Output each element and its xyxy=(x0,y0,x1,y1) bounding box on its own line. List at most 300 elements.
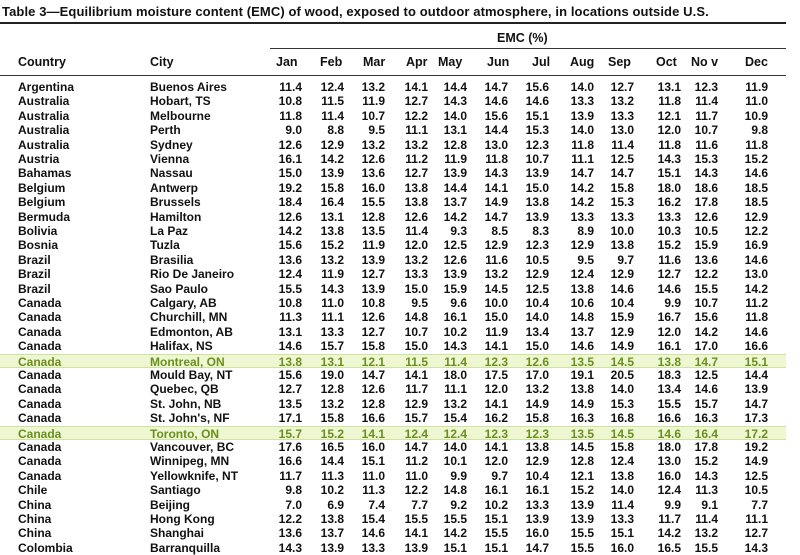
emc-value-cell: 15.5 xyxy=(694,281,718,296)
emc-value-cell: 10.0 xyxy=(610,224,634,238)
table-row xyxy=(0,195,786,209)
emc-value-cell: 18.4 xyxy=(278,195,302,210)
emc-value-cell: 13.8 xyxy=(320,224,344,238)
emc-value-cell: 11.4 xyxy=(444,354,467,369)
emc-value-cell: 14.7 xyxy=(744,396,768,411)
emc-value-cell: 15.5 xyxy=(570,540,594,555)
emc-value-cell: 14.3 xyxy=(443,94,467,109)
emc-value-cell: 12.2 xyxy=(694,267,718,282)
emc-value-cell: 14.7 xyxy=(610,166,634,181)
emc-value-cell: 10.5 xyxy=(525,252,549,267)
emc-value-cell: 9.5 xyxy=(577,252,594,267)
emc-value-cell: 14.9 xyxy=(484,195,508,210)
country-cell: Canada xyxy=(18,382,62,397)
emc-value-cell: 11.8 xyxy=(745,137,768,152)
emc-value-cell: 14.1 xyxy=(484,180,508,195)
emc-value-cell: 11.2 xyxy=(405,152,428,166)
emc-value-cell: 15.6 xyxy=(484,108,508,123)
emc-value-cell: 16.0 xyxy=(657,468,681,483)
header-rule xyxy=(0,75,786,76)
emc-value-cell: 11.1 xyxy=(321,310,344,325)
emc-value-cell: 12.6 xyxy=(278,137,302,152)
emc-value-cell: 12.5 xyxy=(443,238,467,253)
emc-value-cell: 19.2 xyxy=(278,180,302,195)
emc-value-cell: 13.1 xyxy=(320,209,344,224)
emc-value-cell: 13.2 xyxy=(320,252,344,267)
emc-value-cell: 14.3 xyxy=(657,152,681,166)
emc-value-cell: 15.0 xyxy=(484,310,508,325)
emc-value-cell: 11.8 xyxy=(571,137,594,152)
emc-value-cell: 13.9 xyxy=(570,108,594,123)
month-header: Apr xyxy=(406,55,428,69)
country-cell: Belgium xyxy=(18,195,66,210)
emc-value-cell: 12.4 xyxy=(404,426,428,441)
emc-value-cell: 8.5 xyxy=(491,224,508,238)
emc-value-cell: 14.2 xyxy=(443,526,467,541)
country-cell: Bosnia xyxy=(18,238,59,253)
emc-value-cell: 7.7 xyxy=(751,497,768,512)
emc-value-cell: 11.3 xyxy=(279,310,302,325)
emc-value-cell: 13.9 xyxy=(570,497,594,512)
emc-value-cell: 18.0 xyxy=(657,180,681,195)
emc-value-cell: 16.1 xyxy=(525,483,549,498)
table-row xyxy=(0,483,786,497)
emc-value-cell: 13.8 xyxy=(610,468,634,483)
emc-value-cell: 13.3 xyxy=(610,512,634,526)
emc-value-cell: 11.8 xyxy=(658,137,681,152)
emc-value-cell: 14.6 xyxy=(610,281,634,296)
emc-value-cell: 13.9 xyxy=(443,166,467,181)
emc-value-cell: 11.4 xyxy=(611,497,634,512)
city-cell: Shanghai xyxy=(150,526,205,541)
emc-value-cell: 15.5 xyxy=(361,195,385,210)
country-cell: Australia xyxy=(18,137,70,152)
country-cell: Australia xyxy=(18,108,70,123)
emc-value-cell: 16.6 xyxy=(657,411,681,426)
emc-value-cell: 12.8 xyxy=(570,454,594,469)
city-cell: Halifax, NS xyxy=(150,339,213,354)
emc-value-cell: 11.3 xyxy=(695,483,718,498)
emc-value-cell: 14.2 xyxy=(570,195,594,210)
emc-value-cell: 9.5 xyxy=(368,123,385,138)
table-row xyxy=(0,138,786,152)
emc-value-cell: 14.1 xyxy=(404,80,428,94)
emc-value-cell: 16.2 xyxy=(657,195,681,210)
emc-value-cell: 12.6 xyxy=(443,252,467,267)
emc-value-cell: 14.9 xyxy=(610,339,634,354)
emc-value-cell: 13.3 xyxy=(657,209,681,224)
emc-value-cell: 12.6 xyxy=(525,354,549,369)
emc-value-cell: 13.5 xyxy=(570,354,594,369)
emc-value-cell: 13.8 xyxy=(525,440,549,454)
emc-group-rule xyxy=(270,48,786,49)
table-row xyxy=(0,282,786,296)
city-cell: La Paz xyxy=(150,224,189,238)
emc-value-cell: 16.0 xyxy=(525,526,549,541)
emc-value-cell: 10.3 xyxy=(657,224,681,238)
emc-value-cell: 9.9 xyxy=(450,468,467,483)
title-rule xyxy=(0,22,786,24)
month-header: Sep xyxy=(608,55,631,69)
country-cell: Canada xyxy=(18,368,62,382)
country-cell: Argentina xyxy=(18,80,75,94)
emc-value-cell: 12.7 xyxy=(278,382,302,397)
emc-value-cell: 14.2 xyxy=(320,152,344,166)
emc-value-cell: 10.5 xyxy=(744,483,768,498)
emc-value-cell: 17.0 xyxy=(525,368,549,382)
emc-value-cell: 13.9 xyxy=(361,252,385,267)
city-cell: Barranquilla xyxy=(150,540,221,555)
country-cell: Chile xyxy=(18,483,48,498)
emc-value-cell: 10.8 xyxy=(361,296,385,310)
emc-value-cell: 16.0 xyxy=(361,180,385,195)
emc-value-cell: 14.9 xyxy=(744,454,768,469)
emc-value-cell: 8.9 xyxy=(577,224,594,238)
emc-value-cell: 13.9 xyxy=(525,512,549,526)
emc-value-cell: 11.0 xyxy=(321,296,344,310)
emc-value-cell: 12.9 xyxy=(570,238,594,253)
table-row xyxy=(0,123,786,137)
emc-value-cell: 14.1 xyxy=(484,440,508,454)
emc-value-cell: 11.5 xyxy=(405,354,428,369)
emc-value-cell: 14.4 xyxy=(484,123,508,138)
emc-value-cell: 14.4 xyxy=(443,80,467,94)
emc-value-cell: 13.8 xyxy=(657,354,681,369)
emc-value-cell: 18.6 xyxy=(694,180,718,195)
emc-value-cell: 13.3 xyxy=(610,108,634,123)
emc-value-cell: 16.8 xyxy=(610,411,634,426)
emc-value-cell: 12.3 xyxy=(525,137,549,152)
city-cell: Hobart, TS xyxy=(150,94,211,109)
table-row xyxy=(0,411,786,425)
emc-value-cell: 16.0 xyxy=(361,440,385,454)
emc-value-cell: 11.4 xyxy=(695,94,718,109)
emc-value-cell: 14.0 xyxy=(570,80,594,94)
country-cell: China xyxy=(18,512,52,526)
emc-value-cell: 15.7 xyxy=(404,411,428,426)
emc-value-cell: 15.2 xyxy=(320,426,344,441)
emc-value-cell: 15.3 xyxy=(525,123,549,138)
emc-value-cell: 13.9 xyxy=(320,166,344,181)
emc-value-cell: 14.3 xyxy=(484,166,508,181)
country-cell: China xyxy=(18,497,52,512)
emc-value-cell: 14.3 xyxy=(278,540,302,555)
emc-value-cell: 16.6 xyxy=(278,454,302,469)
emc-value-cell: 14.8 xyxy=(404,310,428,325)
emc-value-cell: 13.5 xyxy=(278,396,302,411)
table-row xyxy=(0,541,786,555)
emc-value-cell: 12.4 xyxy=(570,267,594,282)
city-cell: Perth xyxy=(150,123,181,138)
emc-value-cell: 14.6 xyxy=(525,94,549,109)
emc-value-cell: 13.2 xyxy=(694,526,718,541)
emc-value-cell: 9.8 xyxy=(285,483,302,498)
emc-value-cell: 14.0 xyxy=(443,108,467,123)
emc-value-cell: 13.6 xyxy=(278,252,302,267)
emc-value-cell: 11.4 xyxy=(405,224,428,238)
column-headers xyxy=(0,55,800,73)
city-cell: Churchill, MN xyxy=(150,310,228,325)
emc-value-cell: 15.9 xyxy=(610,310,634,325)
emc-value-cell: 11.7 xyxy=(658,512,681,526)
country-cell: Canada xyxy=(18,454,62,469)
emc-value-cell: 11.7 xyxy=(279,468,302,483)
emc-value-cell: 12.9 xyxy=(484,238,508,253)
emc-value-cell: 13.2 xyxy=(320,396,344,411)
emc-value-cell: 14.5 xyxy=(484,281,508,296)
emc-value-cell: 14.0 xyxy=(443,440,467,454)
city-cell: Nassau xyxy=(150,166,193,181)
emc-value-cell: 15.4 xyxy=(361,512,385,526)
emc-value-cell: 15.2 xyxy=(657,238,681,253)
emc-value-cell: 15.0 xyxy=(404,339,428,354)
emc-value-cell: 14.6 xyxy=(694,382,718,397)
emc-value-cell: 14.4 xyxy=(320,454,344,469)
emc-value-cell: 14.8 xyxy=(443,483,467,498)
country-cell: Canada xyxy=(18,411,62,426)
emc-value-cell: 12.9 xyxy=(610,324,634,339)
emc-value-cell: 12.7 xyxy=(744,526,768,541)
emc-value-cell: 15.1 xyxy=(443,540,467,555)
emc-value-cell: 16.3 xyxy=(570,411,594,426)
emc-value-cell: 9.9 xyxy=(664,497,681,512)
country-cell: Canada xyxy=(18,324,62,339)
table-row xyxy=(0,426,786,440)
emc-value-cell: 11.1 xyxy=(405,123,428,138)
city-cell: Beijing xyxy=(150,497,191,512)
emc-value-cell: 15.3 xyxy=(610,195,634,210)
emc-value-cell: 12.2 xyxy=(404,108,428,123)
emc-value-cell: 16.3 xyxy=(694,411,718,426)
emc-value-cell: 11.8 xyxy=(745,310,768,325)
table-row xyxy=(0,310,786,324)
emc-value-cell: 13.7 xyxy=(570,324,594,339)
emc-value-cell: 12.6 xyxy=(404,209,428,224)
emc-value-cell: 13.1 xyxy=(278,324,302,339)
table-row xyxy=(0,498,786,512)
emc-value-cell: 18.3 xyxy=(657,368,681,382)
emc-value-cell: 15.1 xyxy=(744,354,768,369)
emc-value-cell: 11.1 xyxy=(571,152,594,166)
emc-value-cell: 12.0 xyxy=(484,454,508,469)
emc-value-cell: 15.0 xyxy=(525,180,549,195)
emc-value-cell: 15.6 xyxy=(525,80,549,94)
month-header: Jul xyxy=(532,55,551,69)
emc-value-cell: 13.9 xyxy=(361,281,385,296)
emc-value-cell: 14.6 xyxy=(278,339,302,354)
emc-value-cell: 15.7 xyxy=(694,396,718,411)
emc-value-cell: 9.7 xyxy=(617,252,634,267)
emc-value-cell: 13.2 xyxy=(361,80,385,94)
emc-value-cell: 13.6 xyxy=(361,166,385,181)
emc-value-cell: 18.5 xyxy=(744,195,768,210)
emc-value-cell: 14.2 xyxy=(443,209,467,224)
emc-value-cell: 13.4 xyxy=(525,324,549,339)
month-header: Dec xyxy=(745,55,768,69)
month-header: Oct xyxy=(656,55,677,69)
emc-value-cell: 12.5 xyxy=(525,281,549,296)
emc-value-cell: 13.4 xyxy=(657,382,681,397)
table-row xyxy=(0,325,786,339)
emc-value-cell: 14.6 xyxy=(657,281,681,296)
emc-value-cell: 12.0 xyxy=(657,123,681,138)
emc-value-cell: 16.1 xyxy=(657,339,681,354)
emc-value-cell: 11.0 xyxy=(362,468,385,483)
emc-value-cell: 13.8 xyxy=(320,512,344,526)
emc-value-cell: 12.3 xyxy=(525,426,549,441)
city-cell: Quebec, QB xyxy=(150,382,219,397)
table-row xyxy=(0,382,786,396)
emc-value-cell: 15.5 xyxy=(694,540,718,555)
city-cell: Melbourne xyxy=(150,108,211,123)
emc-value-cell: 12.0 xyxy=(404,238,428,253)
emc-value-cell: 11.4 xyxy=(695,512,718,526)
emc-value-cell: 15.8 xyxy=(320,411,344,426)
emc-value-cell: 13.0 xyxy=(610,123,634,138)
emc-value-cell: 14.3 xyxy=(744,540,768,555)
emc-value-cell: 13.8 xyxy=(570,382,594,397)
emc-value-cell: 17.1 xyxy=(278,411,302,426)
emc-value-cell: 9.9 xyxy=(664,296,681,310)
emc-value-cell: 10.4 xyxy=(525,468,549,483)
emc-value-cell: 9.3 xyxy=(450,224,467,238)
country-cell: Canada xyxy=(18,426,62,441)
emc-value-cell: 14.6 xyxy=(570,339,594,354)
emc-value-cell: 13.0 xyxy=(657,454,681,469)
emc-value-cell: 15.9 xyxy=(694,238,718,253)
emc-value-cell: 12.2 xyxy=(404,483,428,498)
emc-value-cell: 12.9 xyxy=(744,209,768,224)
emc-value-cell: 14.1 xyxy=(404,368,428,382)
emc-value-cell: 13.2 xyxy=(525,382,549,397)
table-row xyxy=(0,526,786,540)
country-cell: Canada xyxy=(18,468,62,483)
emc-value-cell: 14.1 xyxy=(484,396,508,411)
city-cell: St. John's, NF xyxy=(150,411,230,426)
country-cell: Brazil xyxy=(18,267,51,282)
emc-value-cell: 15.8 xyxy=(525,411,549,426)
emc-value-cell: 14.7 xyxy=(484,80,508,94)
emc-value-cell: 15.3 xyxy=(694,152,718,166)
emc-value-cell: 10.2 xyxy=(320,483,344,498)
emc-value-cell: 14.0 xyxy=(610,483,634,498)
emc-value-cell: 14.6 xyxy=(744,252,768,267)
country-cell: Bolivia xyxy=(18,224,58,238)
emc-value-cell: 12.3 xyxy=(484,426,508,441)
emc-value-cell: 9.0 xyxy=(285,123,302,138)
city-cell: Vancouver, BC xyxy=(150,440,235,454)
country-cell: Belgium xyxy=(18,180,66,195)
emc-value-cell: 12.8 xyxy=(320,382,344,397)
emc-value-cell: 12.1 xyxy=(570,468,594,483)
city-cell: Santiago xyxy=(150,483,201,498)
city-cell: Hong Kong xyxy=(150,512,215,526)
emc-value-cell: 10.0 xyxy=(484,296,508,310)
emc-value-cell: 13.8 xyxy=(404,180,428,195)
emc-value-cell: 11.1 xyxy=(745,512,768,526)
emc-value-cell: 10.7 xyxy=(525,152,549,166)
emc-value-cell: 15.8 xyxy=(320,180,344,195)
emc-value-cell: 14.8 xyxy=(570,310,594,325)
emc-value-cell: 11.5 xyxy=(321,94,344,109)
emc-value-cell: 13.3 xyxy=(361,540,385,555)
emc-value-cell: 15.9 xyxy=(443,281,467,296)
emc-value-cell: 12.7 xyxy=(404,94,428,109)
emc-value-cell: 12.5 xyxy=(694,368,718,382)
emc-value-cell: 12.8 xyxy=(361,209,385,224)
city-cell: Hamilton xyxy=(150,209,202,224)
emc-value-cell: 14.4 xyxy=(744,368,768,382)
emc-value-cell: 10.1 xyxy=(443,454,467,469)
emc-value-cell: 12.9 xyxy=(404,396,428,411)
city-cell: Calgary, AB xyxy=(150,296,217,310)
emc-value-cell: 15.1 xyxy=(361,454,385,469)
emc-value-cell: 12.5 xyxy=(610,152,634,166)
emc-value-cell: 11.0 xyxy=(745,94,768,109)
country-cell: Bahamas xyxy=(18,166,72,181)
emc-value-cell: 12.8 xyxy=(361,396,385,411)
emc-value-cell: 17.5 xyxy=(484,368,508,382)
emc-value-cell: 15.6 xyxy=(278,368,302,382)
emc-value-cell: 11.9 xyxy=(362,238,385,253)
emc-value-cell: 15.5 xyxy=(404,512,428,526)
emc-value-cell: 20.5 xyxy=(610,368,634,382)
emc-value-cell: 11.6 xyxy=(485,252,508,267)
country-cell: Brazil xyxy=(18,281,51,296)
emc-value-cell: 15.6 xyxy=(278,238,302,253)
emc-value-cell: 12.3 xyxy=(484,354,508,369)
emc-value-cell: 12.7 xyxy=(361,267,385,282)
country-cell: Austria xyxy=(18,152,60,166)
table-row xyxy=(0,296,786,310)
emc-value-cell: 15.1 xyxy=(484,540,508,555)
emc-value-cell: 11.6 xyxy=(658,252,681,267)
emc-value-cell: 14.0 xyxy=(610,382,634,397)
country-cell: Canada xyxy=(18,310,62,325)
emc-value-cell: 14.0 xyxy=(525,310,549,325)
emc-value-cell: 12.1 xyxy=(657,108,681,123)
emc-value-cell: 13.7 xyxy=(320,526,344,541)
month-header: Aug xyxy=(570,55,595,69)
emc-value-cell: 11.8 xyxy=(658,94,681,109)
table-row xyxy=(0,152,786,166)
emc-value-cell: 13.9 xyxy=(570,512,594,526)
emc-value-cell: 10.4 xyxy=(525,296,549,310)
emc-value-cell: 14.6 xyxy=(744,166,768,181)
country-cell: Australia xyxy=(18,123,70,138)
emc-value-cell: 11.9 xyxy=(321,267,344,282)
table-row xyxy=(0,368,786,382)
emc-value-cell: 14.5 xyxy=(610,426,634,441)
emc-value-cell: 12.6 xyxy=(361,152,385,166)
city-cell: Toronto, ON xyxy=(150,426,220,441)
emc-value-cell: 14.7 xyxy=(361,368,385,382)
emc-value-cell: 10.6 xyxy=(570,296,594,310)
city-cell: Brussels xyxy=(150,195,201,210)
emc-value-cell: 14.2 xyxy=(744,281,768,296)
emc-value-cell: 12.9 xyxy=(525,454,549,469)
emc-value-cell: 12.6 xyxy=(361,310,385,325)
emc-value-cell: 12.4 xyxy=(610,454,634,469)
month-header: May xyxy=(438,55,463,69)
emc-value-cell: 14.2 xyxy=(278,224,302,238)
emc-value-cell: 15.3 xyxy=(610,396,634,411)
emc-value-cell: 12.6 xyxy=(694,209,718,224)
emc-value-cell: 11.2 xyxy=(405,454,428,469)
emc-value-cell: 12.4 xyxy=(320,80,344,94)
table-row xyxy=(0,224,786,238)
emc-value-cell: 11.9 xyxy=(745,80,768,94)
